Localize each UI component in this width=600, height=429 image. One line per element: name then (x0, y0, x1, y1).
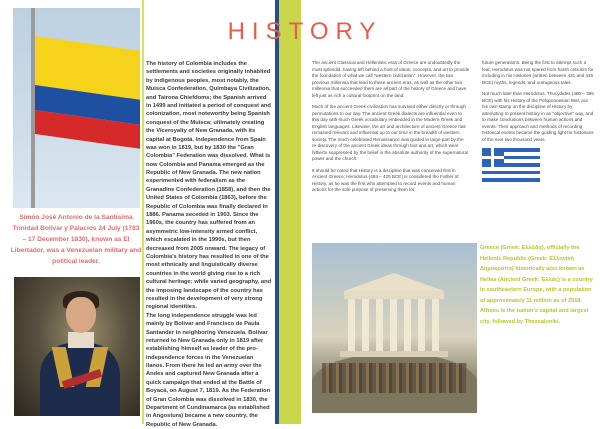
greece-paragraph: Much of the ancient Greek civilization has survived either directly or through permutations to our day. The ancient Greek dialects are influential even to this day with much Greek vocabulary embedded in the Modern Greek and English languages. Likewise, the art and architecture of ancient Greece has remained relevant and influential up to our time in the breadth of western society. The much-celebrated Renaissance was guided in large part by the re-discovery of the ancient Greek ideas through text and art, which were hitherto suppressed by the belief in the absolute authority of the supernatural power and the church. (312, 104, 469, 162)
greece-paragraph: The ancient Classical and Hellenistic eras of Greece are undoubtedly the most splendid, having left behind a host of ideas, concepts, and art to provide the foundation of what we call "western civilization". However, the two previous millennia that lead to these ancient eras, as well as the other two millennia that succeeded them are all part of the history of Greece and have left just as rich a cultural footprint on the land. (312, 60, 470, 98)
colombia-paragraph: The history of Colombia includes the settlements and societies originally inhabited by indigenous peoples, most notably, the Muisca Confederation, Quimbaya Civilization, and Tairona Chiefdoms; the Spanish arrived in 1499 and initiated a period of conquest and colonization, most noteworthy being Spanish conquest of the Muisca; ultimately creating the Viceroyalty of New Granada, with its capital at Bogotá. Independence from Spain was won in 1819, but by 1830 the "Gran Colombia" Federation was dissolved. What is now Colombia and Panama emerged as the Republic of New Granada. The new nation experimented with federalism as the Granadine Confederation (1858), and then the United States of Colombia (1863), before the Republic of Colombia was finally declared in 1886. Panama seceded in 1903. Since the 1960s, the country has suffered from an asymmetric low-intensity armed conflict, which escalated in the 1990s, but then decreased from 2005 onward. The legacy of Colombia's history has resulted in one of the most ethnically and linguistically diverse countries in the world giving rise to a rich cultural heritage; while varied geography, and the imposing landscape of the country has resulted in the development of very strong regional identities. (146, 61, 272, 311)
greece-paragraph: It should be noted that History is a discipline that was conceived first in Ancient Greece; Herodotus (484 – 425 BCE) is considered the Father of History, as he was the first who attempted to record events and human actions for the sole purpose of preserving them for (312, 167, 459, 193)
greece-history-text-continued (482, 60, 594, 148)
center-divider-line-green (279, 0, 301, 424)
left-divider-line (142, 0, 144, 424)
colombia-paragraph: The long independence struggle was led mainly by Bolivar and Francisco de Paula Santander in neighboring Venezuela. Bolivar returned to New Granada only in 1819 after establishing himself as leader of the pro-independence forces in the Venezuelan llanos. From there he led an army over the Andes and captured New Granada after a quick campaign that ended at the Battle of Boyacá, on August 7, 1819. As the Federation of Gran Colombia was dissolved in 1830, the Department of Cundinamarca (as established in Angostura) became a new country, the Republic of New Granada. (146, 312, 271, 428)
greece-history-text (312, 60, 470, 199)
greece-paragraph: future generations. Being the first to attempt such a feat, Herodotus was not spared from harsh criticism for including in his Histories (written between 431 and 425 BCE) myths, legends, and outrageous tales. (482, 60, 594, 85)
greek-temple-painting (312, 243, 477, 413)
colombia-history-text (146, 60, 273, 429)
greek-flag-image (482, 148, 540, 182)
greece-paragraph: Not much later than Herodotus, Thucydides (460 – 395 BCE) with his History of the Peloponnesian War, put his own stamp on the discipline of History by attempting to present history in an "objective" way, and to make conclusions between human actions and events. Their approach and methods of recording historical events became the guiding light for historians of the next two thousand years. (482, 91, 594, 142)
greece-summary-text (480, 243, 596, 327)
greece-summary: Greece (Greek: Ελλάδα), officially the Hellenic Republic (Greek: Ελληνική Δημοκρατία) historically also known as Hellas (Ancient Greek: Ἑλλάς) is a country in southeastern Europe, with a population of approximately 11 million as of 2018. Athens is the nation's capital and largest city, followed by Thessaloniki. (480, 245, 593, 325)
bolivar-caption: Simón José Antonio de la Santísima Trinidad Bolívar y Palacios 24 July (1783 – 17 December 1830), known as El Libertador, was a Venezuelan military and political leader. (10, 214, 142, 265)
simon-bolivar-portrait (14, 277, 140, 416)
colombia-flag-image (13, 8, 140, 208)
page-title: HISTORY (227, 18, 383, 45)
